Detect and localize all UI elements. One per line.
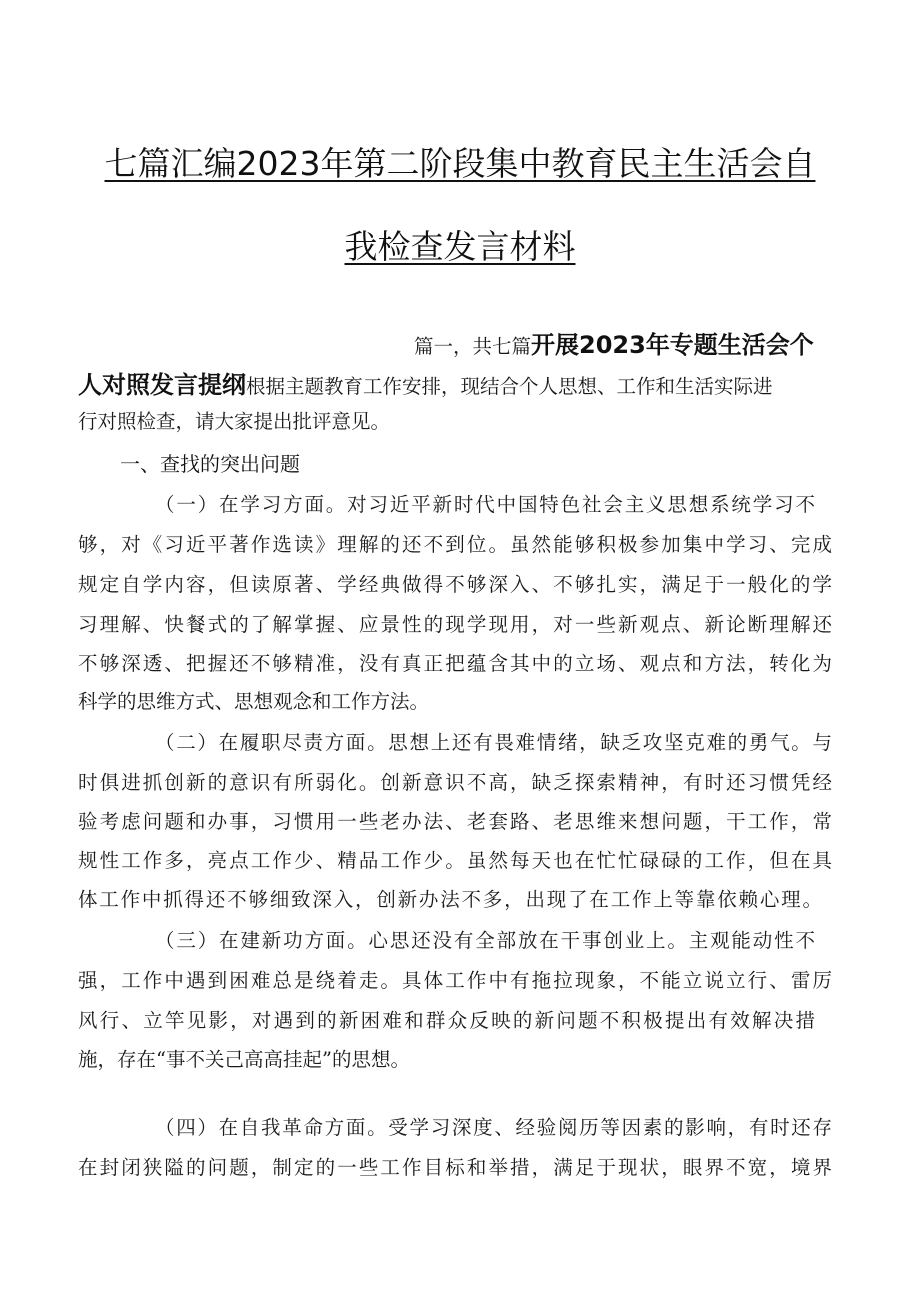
paragraph-2-line-5: 体工作中抓得还不够细致深入，创新办法不多，出现了在工作上等靠依赖心理。: [78, 888, 822, 911]
paragraph-1-line-2: 够，对《习近平著作选读》理解的还不到位。虽然能够积极参加集中学习、完成: [78, 533, 832, 556]
intro-line-2: [78, 365, 773, 400]
section-heading: 一、查找的突出问题: [120, 452, 300, 476]
document-title-line-1: 七篇汇编2023年第二阶段集中教育民主生活会自: [104, 144, 816, 183]
paragraph-4-line-1: （四）在自我革命方面。受学习深度、经验阅历等因素的影响，有时还存: [155, 1116, 832, 1139]
paragraph-1-line-5: 不够深透、把握还不够精准，没有真正把蕴含其中的立场、观点和方法，转化为: [78, 652, 832, 675]
paragraph-1-line-6: 科学的思维方式、思想观念和工作方法。: [78, 690, 430, 713]
intro-line-1: [414, 325, 814, 360]
paragraph-4-line-2: 在封闭狭隘的问题，制定的一些工作目标和举措，满足于现状，眼界不宽，境界: [78, 1156, 832, 1179]
paragraph-2-line-2: 时俱进抓创新的意识有所弱化。创新意识不高，缺乏探索精神，有时还习惯凭经: [78, 771, 832, 794]
paragraph-3-line-3: 风行、立竿见影，对遇到的新困难和群众反映的新问题不积极提出有效解决措: [78, 1009, 815, 1032]
paragraph-3-line-2: 强，工作中遇到困难总是绕着走。具体工作中有拖拉现象，不能立说立行、雷厉: [78, 969, 832, 992]
paragraph-3-line-4: 施，存在“事不关己高高挂起”的思想。: [78, 1048, 410, 1071]
paragraph-3-line-1: （三）在建新功方面。心思还没有全部放在干事创业上。主观能动性不: [155, 929, 815, 952]
intro-text-tail: 根据主题教育工作安排，现结合个人思想、工作和生活实际进: [246, 375, 773, 398]
intro-prefix: 篇一，共七篇: [414, 335, 532, 358]
intro-line-3: 行对照检查，请大家提出批评意见。: [78, 410, 391, 433]
paragraph-1-line-3: 规定自学内容，但读原著、学经典做得不够深入、不够扎实，满足于一般化的学: [78, 573, 832, 596]
paragraph-2-line-3: 验考虑问题和办事，习惯用一些老办法、老套路、老思维来想问题，干工作，常: [78, 810, 832, 833]
paragraph-1-line-4: 习理解、快餐式的了解掌握、应景性的现学现用，对一些新观点、新论断理解还: [78, 613, 832, 636]
intro-heading-part-2: 人对照发言提纲: [78, 371, 246, 399]
paragraph-1-line-1: （一）在学习方面。对习近平新时代中国特色社会主义思想系统学习不: [155, 493, 815, 516]
intro-heading-part-1: 开展2023年专题生活会个: [531, 331, 814, 359]
paragraph-2-line-4: 规性工作多，亮点工作少、精品工作少。虽然每天也在忙忙碌碌的工作，但在具: [78, 849, 832, 872]
paragraph-2-line-1: （二）在履职尽责方面。思想上还有畏难情绪，缺乏攻坚克难的勇气。与: [155, 731, 832, 754]
document-title-line-2: 我检查发言材料: [344, 227, 576, 266]
